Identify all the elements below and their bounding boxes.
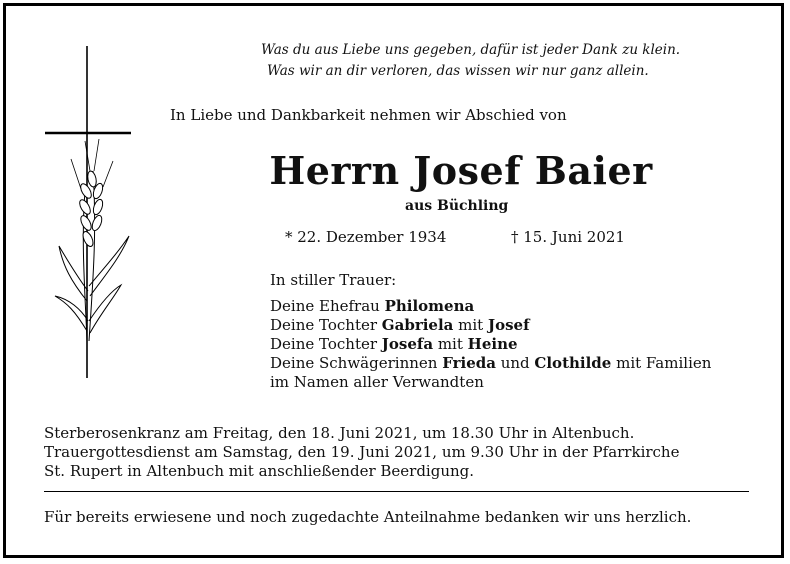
relation-label: mit Familien	[611, 354, 712, 372]
poem-line: Was du aus Liebe uns gegeben, dafür ist jeder Dank zu klein.	[261, 42, 681, 58]
death-date: † 15. Juni 2021	[511, 228, 625, 246]
mourner-name: Gabriela	[381, 316, 454, 334]
service-line: St. Rupert in Altenbuch mit anschließender Beerdigung.	[44, 462, 475, 480]
relatives-line: im Namen aller Verwandten	[270, 373, 484, 391]
mourner-line	[270, 335, 711, 354]
mourner-name: Frieda	[442, 354, 496, 372]
mourner-name: Clothilde	[534, 354, 612, 372]
origin: aus Büchling	[405, 198, 509, 214]
mourner-name: Josef	[487, 316, 530, 334]
mourner-name: Philomena	[384, 297, 475, 315]
service-details	[44, 424, 679, 481]
mourner-line	[270, 297, 711, 316]
connector: mit	[433, 335, 468, 353]
obituary-notice	[3, 3, 784, 558]
mourner-line	[270, 354, 711, 373]
birth-date: * 22. Dezember 1934	[285, 228, 447, 246]
mourners-list	[270, 271, 711, 392]
mourner-line	[270, 316, 711, 335]
relation-label: Deine Tochter	[270, 335, 382, 353]
memorial-poem	[261, 40, 680, 82]
mourner-name: Josefa	[381, 335, 434, 353]
connector: und	[495, 354, 535, 372]
intro-text: In Liebe und Dankbarkeit nehmen wir Abschied von	[170, 106, 567, 124]
deceased-name: Herrn Josef Baier	[269, 148, 653, 193]
connector: mit	[453, 316, 488, 334]
service-line: Sterberosenkranz am Freitag, den 18. Juni 2021, um 18.30 Uhr in Altenbuch.	[44, 424, 635, 442]
relation-label: Deine Schwägerinnen	[270, 354, 443, 372]
service-line: Trauergottesdienst am Samstag, den 19. Juni 2021, um 9.30 Uhr in der Pfarrkirche	[44, 443, 680, 461]
relation-label: Deine Tochter	[270, 316, 382, 334]
divider	[44, 491, 749, 492]
thanks-text: Für bereits erwiesene und noch zugedachte Anteilnahme bedanken wir uns herzlich.	[44, 508, 692, 526]
mourner-name: Heine	[467, 335, 518, 353]
relation-label: Deine Ehefrau	[270, 297, 385, 315]
poem-line: Was wir an dir verloren, das wissen wir nur ganz allein.	[267, 63, 649, 79]
cross-with-wheat-icon	[41, 41, 141, 381]
mourning-heading: In stiller Trauer:	[270, 271, 397, 289]
